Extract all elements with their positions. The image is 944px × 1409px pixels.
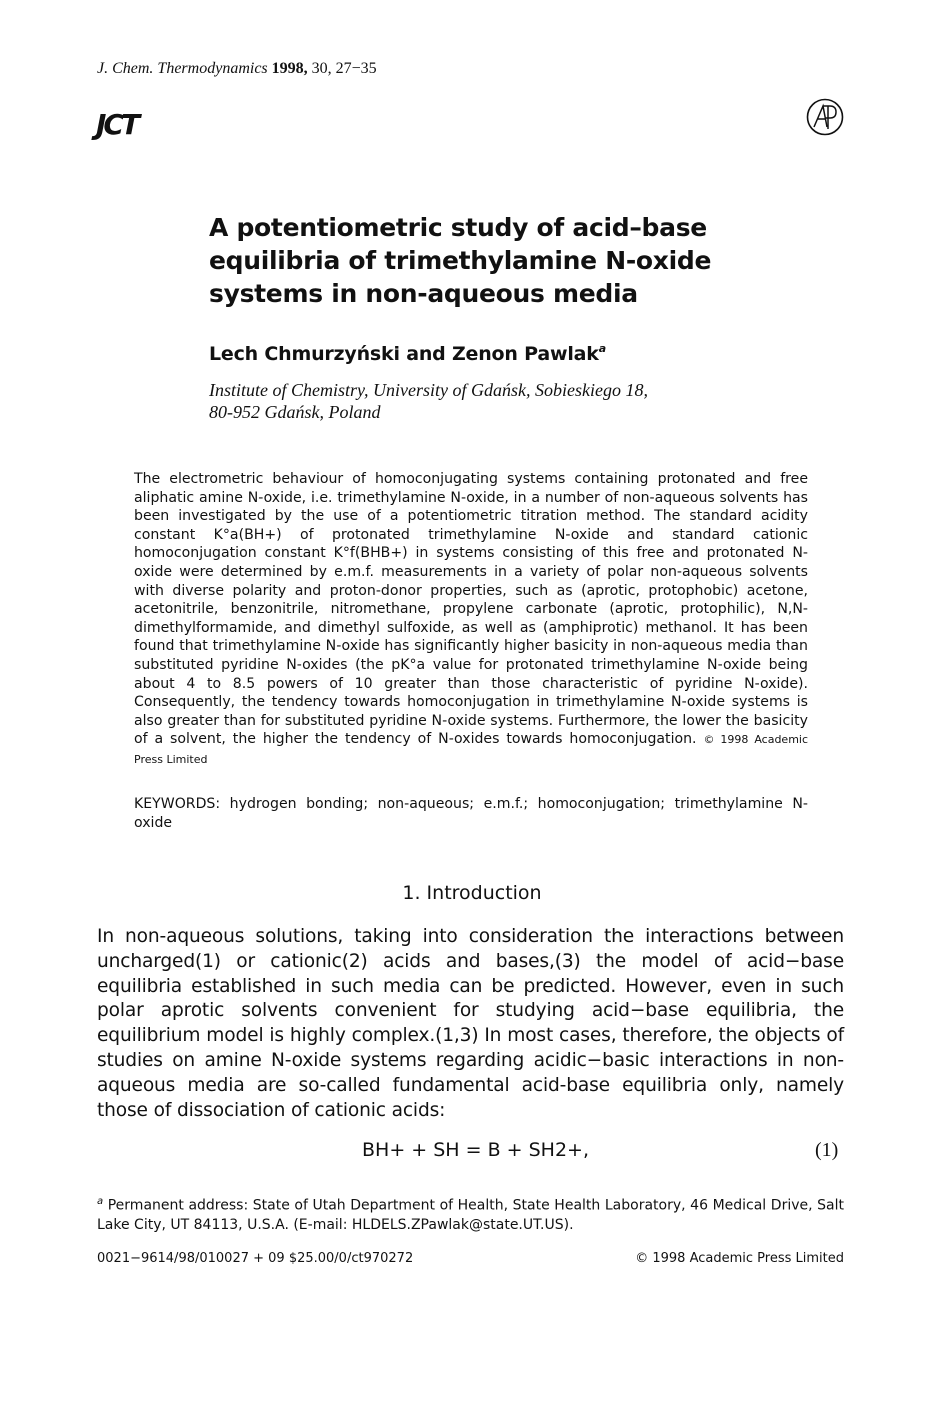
- article-authors: [209, 342, 606, 365]
- journal-citation: [97, 60, 377, 78]
- affiliation-line-2: 80-952 Gdańsk, Poland: [209, 402, 381, 422]
- footnote-marker: a: [97, 1196, 104, 1207]
- equation-number: (1): [815, 1139, 839, 1161]
- abstract-text: The electrometric behaviour of homoconjugating systems containing protonated and free aliphatic amine N-oxide, i.e. trimethylamine N-oxide, in a number of non-aqueous solvents has been investigated by the use of a potentiometric titration method. The standard acidity constant K°a(BH+) of protonated trimethylamine N-oxide and standard cationic homoconjugation constant K°f(BHB+) in systems consisting of this free and protonated N-oxide were determined by e.m.f. measurements in a variety of polar non-aqueous solvents with diverse polarity and proton-donor properties, such as (aprotic, protophobic) acetone, acetonitrile, benzonitrile, nitromethane, propylene carbonate (aprotic, protophilic), N,N-dimethylformamide, and dimethyl sulfoxide, as well as (amphiprotic) methanol. It has been found that trimethylamine N-oxide has significantly higher basicity in non-aqueous media than substituted pyridine N-oxides (the pK°a value for protonated trimethylamine N-oxide being about 4 to 8.5 powers of 10 greater than those characteristic of pyridine N-oxide). Consequently, the tendency towards homoconjugation in trimethylamine N-oxide systems is also greater than for substituted pyridine N-oxide systems. Furthermore, the lower the basicity of a solvent, the higher the tendency of N-oxides towards homoconjugation.: [134, 471, 808, 748]
- academic-press-logo-icon: [806, 98, 844, 136]
- affiliation-line-1: Institute of Chemistry, University of Gdańsk, Sobieskiego 18,: [209, 380, 648, 400]
- abstract: [134, 470, 808, 770]
- journal-year: 1998,: [271, 60, 308, 77]
- footer-copyright: © 1998 Academic Press Limited: [635, 1251, 844, 1266]
- keywords-label: KEYWORDS:: [134, 796, 221, 812]
- author-affiliation: [209, 379, 769, 423]
- jct-logo: JCT: [96, 108, 138, 141]
- journal-volume-pages: 30, 27−35: [311, 60, 377, 77]
- section-heading-introduction: 1. Introduction: [402, 882, 542, 904]
- issn-code: 0021−9614/98/010027 + 09 $25.00/0/ct970272: [97, 1251, 414, 1266]
- article-title: A potentiometric study of acid–base equilibria of trimethylamine N-oxide systems in non-aqueous media: [209, 213, 712, 308]
- abstract-copyright: © 1998 Academic Press Limited: [134, 733, 809, 766]
- introduction-paragraph: In non-aqueous solutions, taking into consideration the interactions between uncharged(1) or cationic(2) acids and bases,(3) the model of acid−base equilibria established in such media can be predicted. However, even in such polar aprotic solvents convenient for studying acid−base equilibria, the equilibrium model is highly complex.(1,3) In most cases, therefore, the objects of studies on amine N-oxide systems regarding acidic−basic interactions in non-aqueous media are so-called fundamental acid-base equilibria only, namely those of dissociation of cationic acids:: [97, 926, 844, 1121]
- footnote: [97, 1192, 844, 1235]
- author-note-marker: a: [598, 342, 606, 355]
- equation-1: BH+ + SH = B + SH2+,: [362, 1139, 590, 1161]
- keywords: [134, 795, 808, 832]
- journal-name: J. Chem. Thermodynamics: [97, 60, 268, 77]
- author-names: Lech Chmurzyński and Zenon Pawlak: [209, 343, 599, 365]
- keywords-text: hydrogen bonding; non-aqueous; e.m.f.; homoconjugation; trimethylamine N-oxide: [134, 796, 808, 831]
- footnote-text: Permanent address: State of Utah Department of Health, State Health Laboratory, 46 Medical Drive, Salt Lake City, UT 84113, U.S.A. (E-mail: HLDELS.ZPawlak@state.UT.US).: [97, 1197, 844, 1233]
